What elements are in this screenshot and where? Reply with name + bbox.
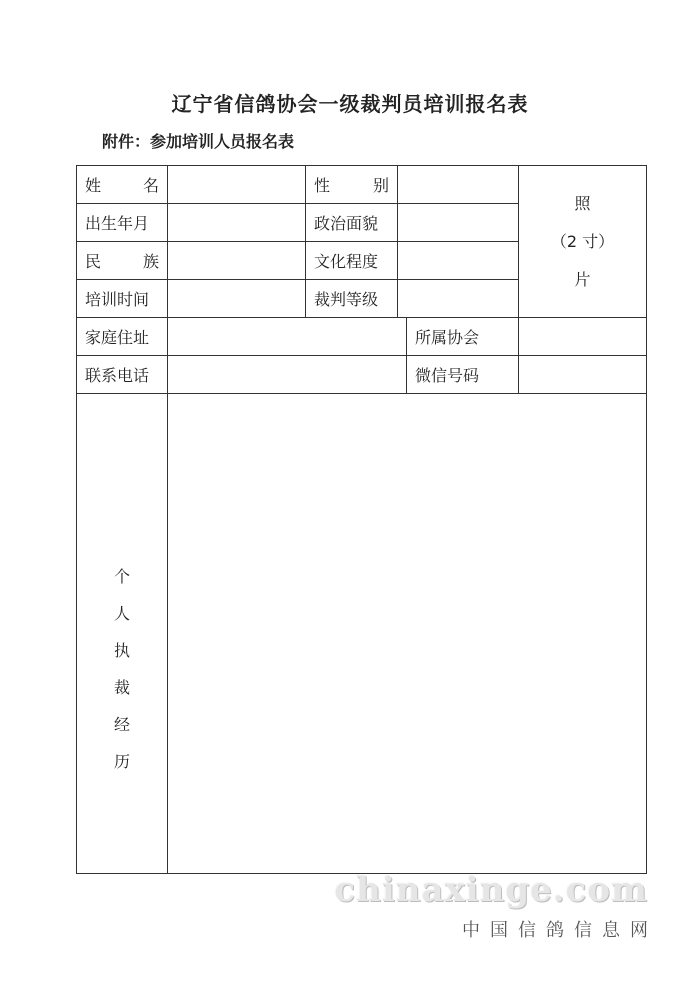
photo-line-1: 照	[574, 193, 591, 213]
form-title: 辽宁省信鸽协会一级裁判员培训报名表	[171, 92, 529, 116]
registration-form-table	[76, 165, 647, 874]
ethnicity-input-cell[interactable]	[168, 242, 306, 280]
address-input-cell[interactable]	[168, 318, 407, 356]
phone-label: 联系电话	[77, 356, 168, 394]
gender-label-part-2: 别	[372, 176, 389, 195]
experience-input-cell[interactable]	[168, 394, 647, 874]
watermark	[334, 870, 658, 942]
experience-char-4: 裁	[113, 677, 130, 697]
birth-input-cell[interactable]	[168, 204, 306, 242]
association-label: 所属协会	[407, 318, 519, 356]
gender-label-part-1: 性	[314, 176, 331, 195]
photo-box	[519, 166, 647, 318]
experience-char-5: 经	[113, 714, 130, 734]
political-input-cell[interactable]	[398, 204, 519, 242]
attachment-label: 附件：参加培训人员报名表	[102, 132, 295, 151]
gender-input-cell[interactable]	[398, 166, 519, 204]
watermark-site-name: 中国信鸽信息网	[462, 920, 658, 941]
education-input-cell[interactable]	[398, 242, 519, 280]
watermark-domain: chinaxinge.com	[334, 870, 648, 910]
training-time-label: 培训时间	[77, 280, 168, 318]
referee-level-label: 裁判等级	[306, 280, 398, 318]
name-input-cell[interactable]	[168, 166, 306, 204]
photo-line-3: 片	[574, 269, 591, 289]
ethnicity-label-part-1: 民	[85, 252, 102, 271]
gender-label	[306, 166, 398, 204]
referee-level-input-cell[interactable]	[398, 280, 519, 318]
phone-input-cell[interactable]	[168, 356, 407, 394]
association-input-cell[interactable]	[519, 318, 647, 356]
experience-char-6: 历	[113, 751, 130, 771]
training-time-input-cell[interactable]	[168, 280, 306, 318]
experience-char-2: 人	[113, 603, 130, 623]
political-label: 政治面貌	[306, 204, 398, 242]
ethnicity-label	[77, 242, 168, 280]
experience-char-3: 执	[113, 640, 130, 660]
name-label-part-2: 名	[142, 176, 159, 195]
birth-label: 出生年月	[77, 204, 168, 242]
experience-label	[77, 394, 168, 874]
name-label	[77, 166, 168, 204]
wechat-input-cell[interactable]	[519, 356, 647, 394]
wechat-label: 微信号码	[407, 356, 519, 394]
name-label-part-1: 姓	[85, 176, 102, 195]
photo-line-2: （2 寸）	[550, 231, 615, 251]
education-label: 文化程度	[306, 242, 398, 280]
experience-char-1: 个	[113, 566, 130, 586]
ethnicity-label-part-2: 族	[142, 252, 159, 271]
address-label: 家庭住址	[77, 318, 168, 356]
